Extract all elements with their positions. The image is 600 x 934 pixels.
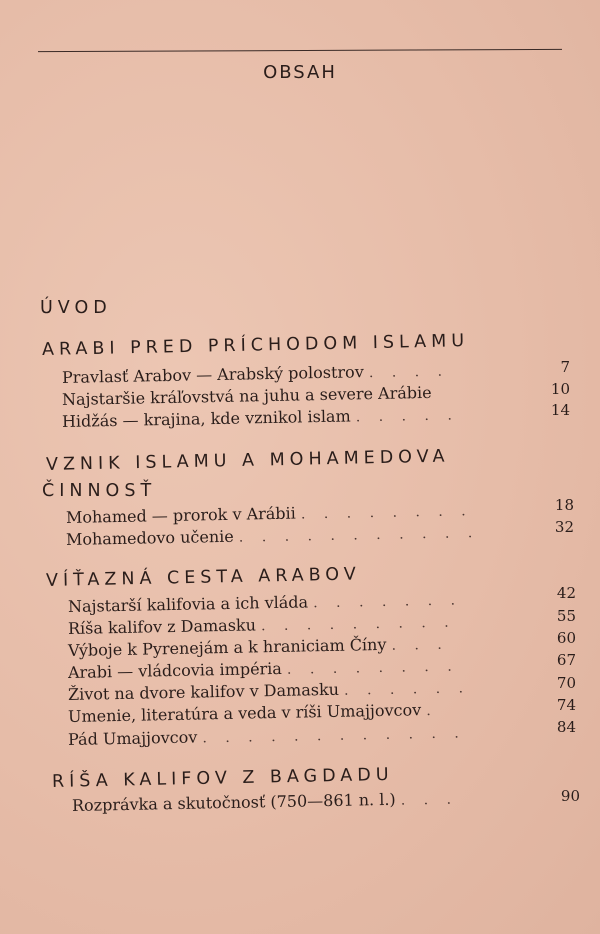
entry-title: Výboje k Pyrenejám a k hraniciam Číny (67, 634, 387, 660)
top-rule (38, 49, 562, 52)
entry-title: Hidžás — krajina, kde vznikol islam (61, 406, 351, 431)
dot-leader: . . . . . . . . (300, 503, 473, 523)
entry-title: Pravlasť Arabov — Arabský polostrov (61, 362, 364, 387)
section-uvod: ÚVOD (40, 298, 112, 318)
toc-entry[interactable] (66, 522, 480, 549)
entry-title: Arabi — vládcovia impéria (67, 658, 283, 682)
dot-leader: . . . . . . (343, 680, 471, 699)
section-heading: VZNIK ISLAMU A MOHAMEDOVA (45, 446, 450, 475)
page-title: OBSAH (263, 62, 337, 83)
section-heading-cont: ČINNOSŤ (42, 481, 157, 501)
page-number: 90 (560, 787, 580, 805)
toc-entry[interactable] (68, 722, 466, 749)
dot-leader: . . . (400, 791, 459, 809)
page-number: 42 (556, 584, 576, 602)
page-number: 67 (556, 651, 576, 669)
page-number: 84 (556, 718, 576, 736)
toc-entry[interactable] (62, 404, 459, 431)
dot-leader: . . . (391, 636, 449, 654)
section-heading: ARABI PRED PRÍCHODOM ISLAMU (41, 331, 470, 360)
page-number: 7 (560, 358, 570, 376)
entry-title: Najstaršie kráľovstvá na juhu a severe Arábie (61, 382, 432, 409)
toc-entry[interactable] (72, 789, 458, 815)
dot-leader: . . . . . . . . . . . . (202, 725, 466, 747)
page-number: 32 (554, 518, 574, 536)
entry-title: Život na dvore kalifov v Damasku (67, 679, 340, 704)
page-number: 74 (556, 696, 576, 714)
page-number: 60 (556, 629, 576, 647)
dot-leader: . (426, 702, 438, 720)
entry-title: Ríša kalifov z Damasku (67, 615, 257, 638)
page-number: 18 (554, 496, 574, 514)
dot-leader: . . . . . (355, 407, 459, 426)
dot-leader: . . . . . . . . (286, 658, 459, 678)
entry-title: Pád Umajjovcov (67, 727, 198, 749)
page-number: 55 (556, 607, 576, 625)
entry-title: Umenie, literatúra a veda v ríši Umajjovcov (67, 700, 422, 726)
section-heading: RÍŠA KALIFOV Z BAGDADU (51, 764, 394, 792)
dot-leader: . . . . . . . . . . . (238, 525, 480, 546)
section-heading: VÍŤAZNÁ CESTA ARABOV (45, 564, 361, 591)
toc-entry[interactable] (68, 700, 438, 726)
entry-title: Mohamedovo učenie (65, 526, 234, 549)
page-number: 14 (550, 401, 570, 419)
dot-leader: . . . . (368, 363, 450, 382)
page-number: 70 (556, 674, 576, 692)
entry-title: Mohamed — prorok v Arábii (65, 503, 296, 527)
dot-leader: . . . . . . . (313, 592, 463, 612)
entry-title: Rozprávka a skutočnosť (750—861 n. l.) (71, 789, 396, 815)
dot-leader: . . . . . . . . . (260, 614, 456, 635)
page-number: 10 (550, 380, 570, 398)
entry-title: Najstarší kalifovia a ich vláda (67, 592, 309, 616)
